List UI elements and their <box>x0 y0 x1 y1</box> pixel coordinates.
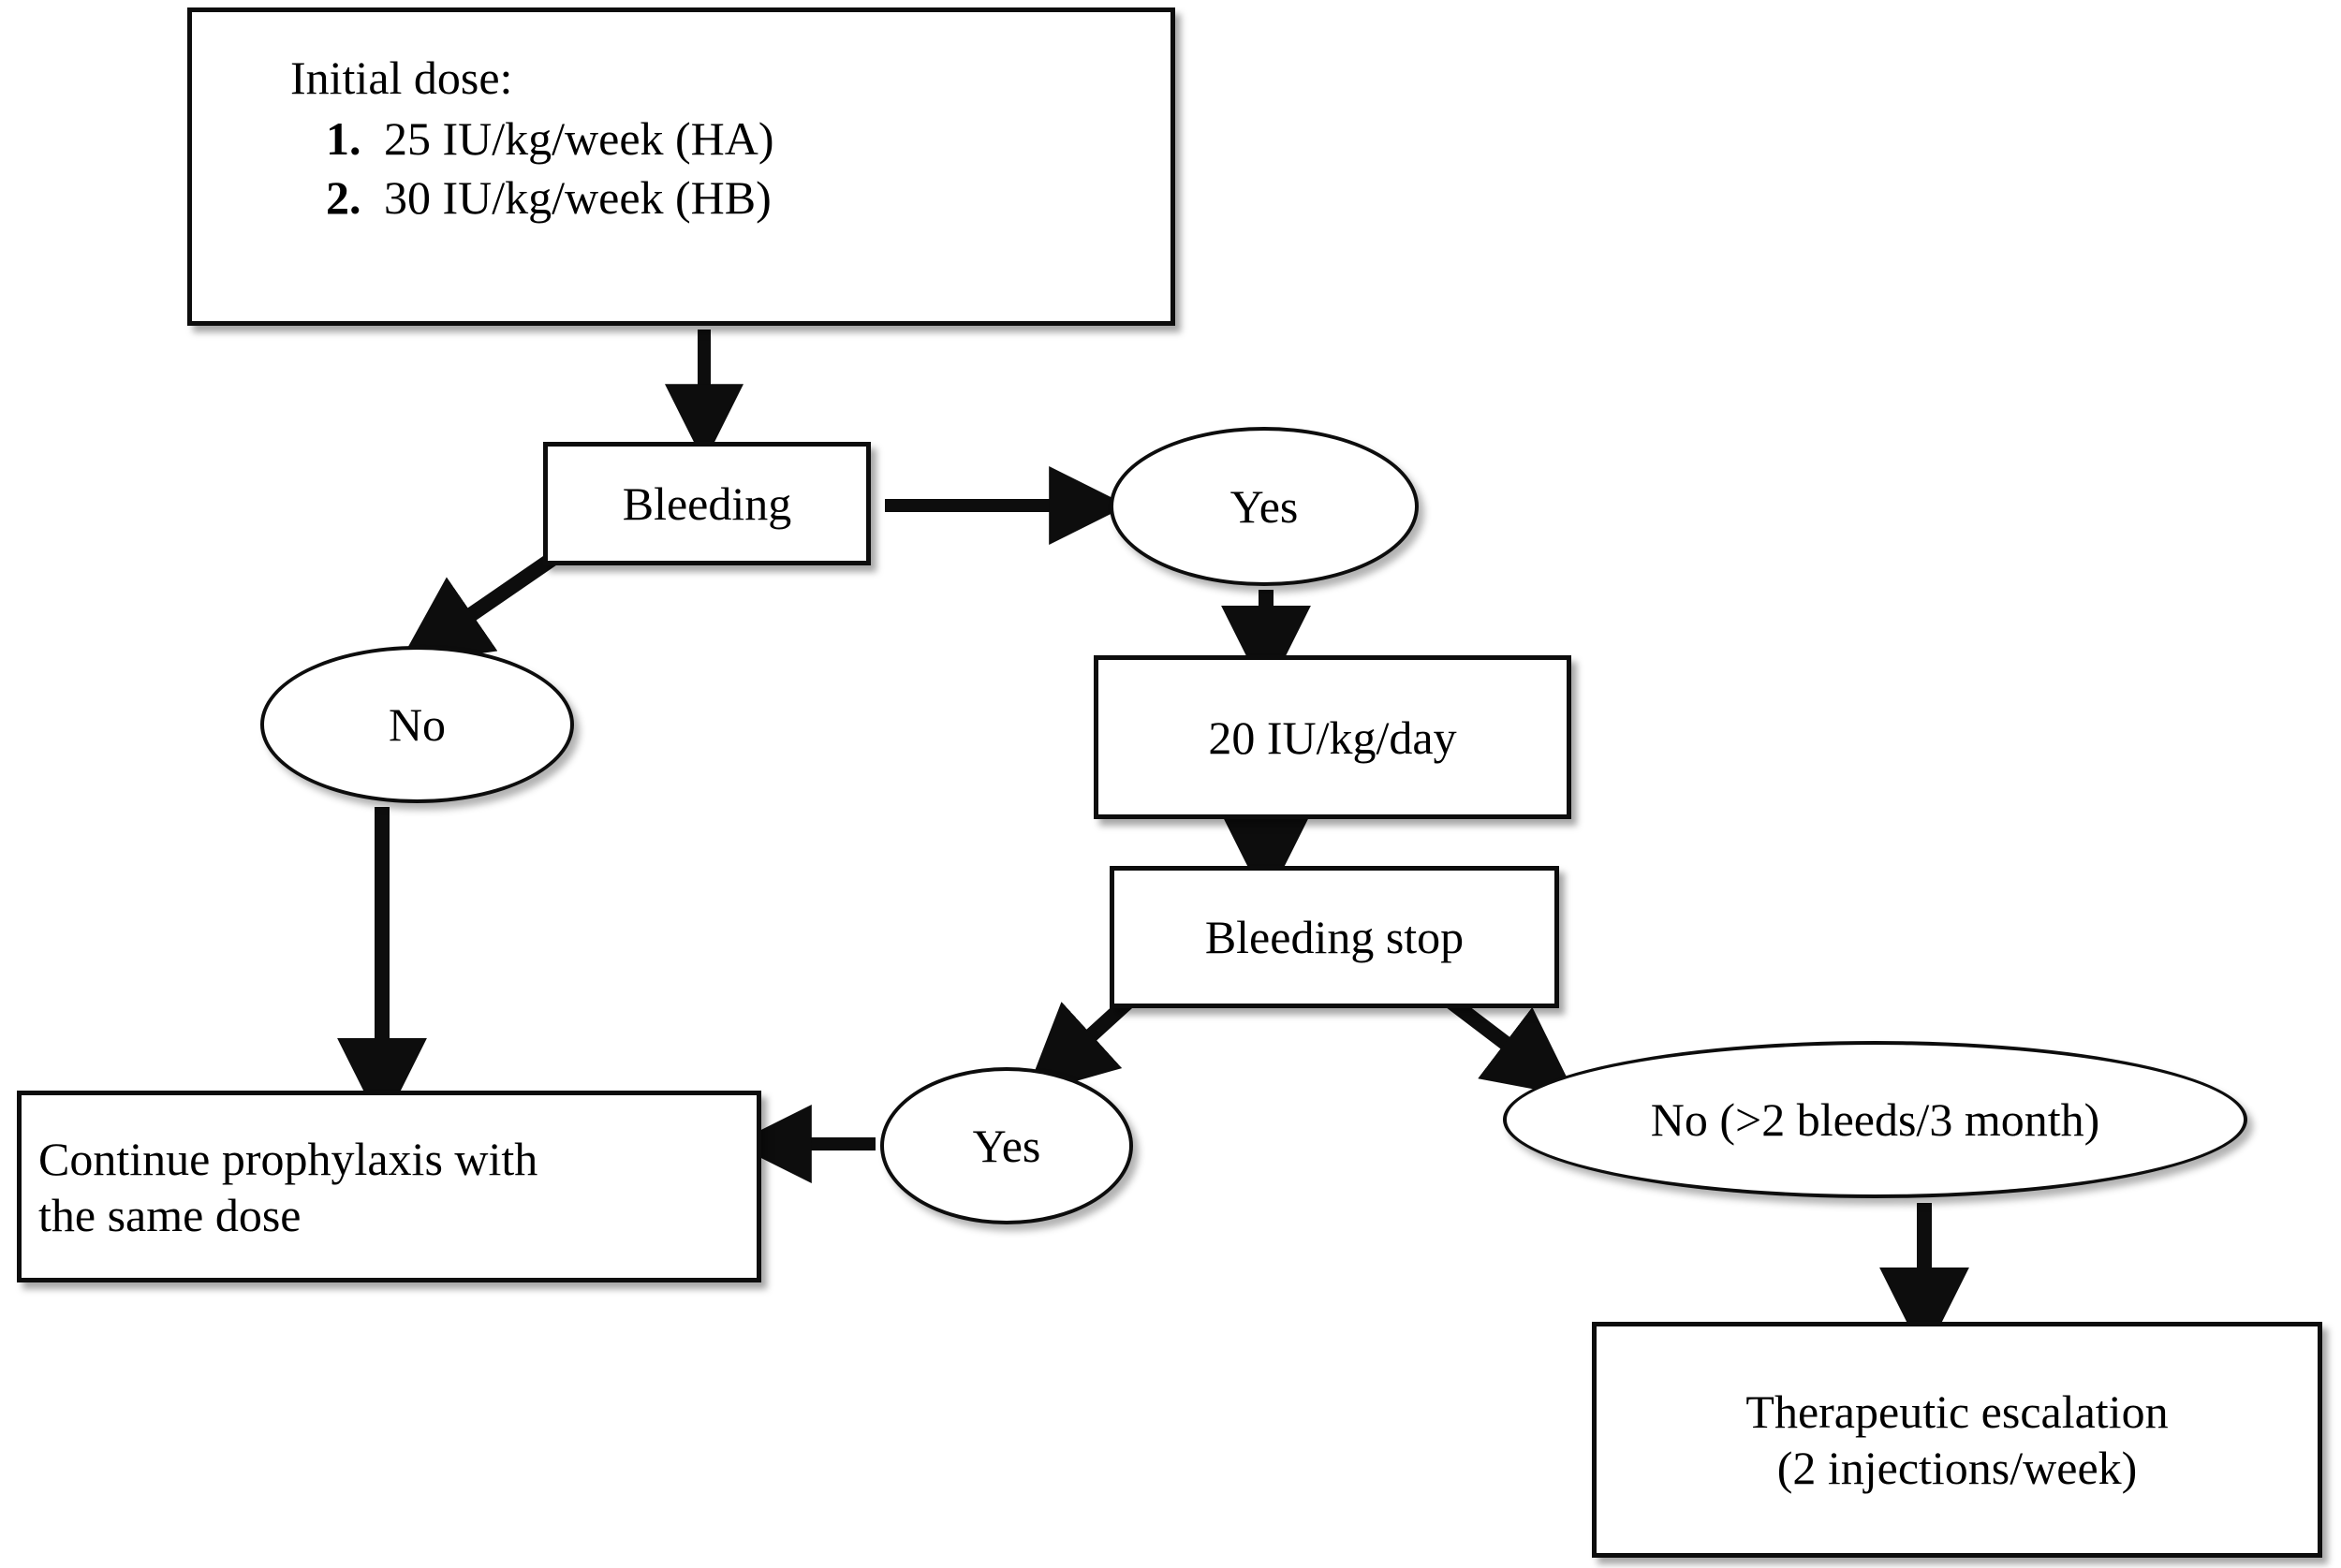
node-yes-bleeding-stop <box>880 1067 1133 1224</box>
node-escalation-line-1: Therapeutic escalation <box>1745 1385 2169 1438</box>
initial-dose-title: Initial dose: <box>290 51 513 104</box>
node-yes-bleeding <box>1110 427 1419 586</box>
node-therapeutic-escalation <box>1592 1322 2322 1558</box>
list-item <box>290 169 774 227</box>
node-yes-bleeding-label: Yes <box>1229 480 1299 533</box>
initial-dose-item-1-text: 25 IU/kg/week (HA) <box>384 112 774 165</box>
initial-dose-list <box>290 110 774 227</box>
node-initial-dose <box>187 7 1175 326</box>
node-bleeding-stop-label: Bleeding stop <box>1204 911 1465 963</box>
initial-dose-item-2-number: 2. <box>326 171 361 224</box>
node-daily-dose <box>1094 655 1571 819</box>
node-no-bleeding-stop <box>1503 1041 2247 1198</box>
node-no-bleeding-label: No <box>388 698 447 751</box>
node-no-bleeding <box>260 646 574 803</box>
node-daily-dose-label: 20 IU/kg/day <box>1208 711 1457 764</box>
node-yes-bleeding-stop-label: Yes <box>972 1120 1041 1172</box>
node-continue-prophylaxis <box>17 1091 761 1282</box>
list-item <box>290 110 774 168</box>
node-continue-line-2: the same dose <box>38 1188 302 1241</box>
node-continue-line-1: Continue prophylaxis with <box>38 1132 538 1185</box>
node-bleeding-stop <box>1110 866 1559 1008</box>
initial-dose-item-2-text: 30 IU/kg/week (HB) <box>384 171 772 224</box>
initial-dose-item-1-number: 1. <box>326 112 361 165</box>
arrow-bleeding-to-no <box>433 552 562 641</box>
node-bleeding-label: Bleeding <box>622 477 792 530</box>
node-bleeding <box>543 442 871 565</box>
node-escalation-line-2: (2 injections/week) <box>1776 1442 2138 1494</box>
node-no-bleeding-stop-label: No (>2 bleeds/3 month) <box>1650 1093 2100 1146</box>
